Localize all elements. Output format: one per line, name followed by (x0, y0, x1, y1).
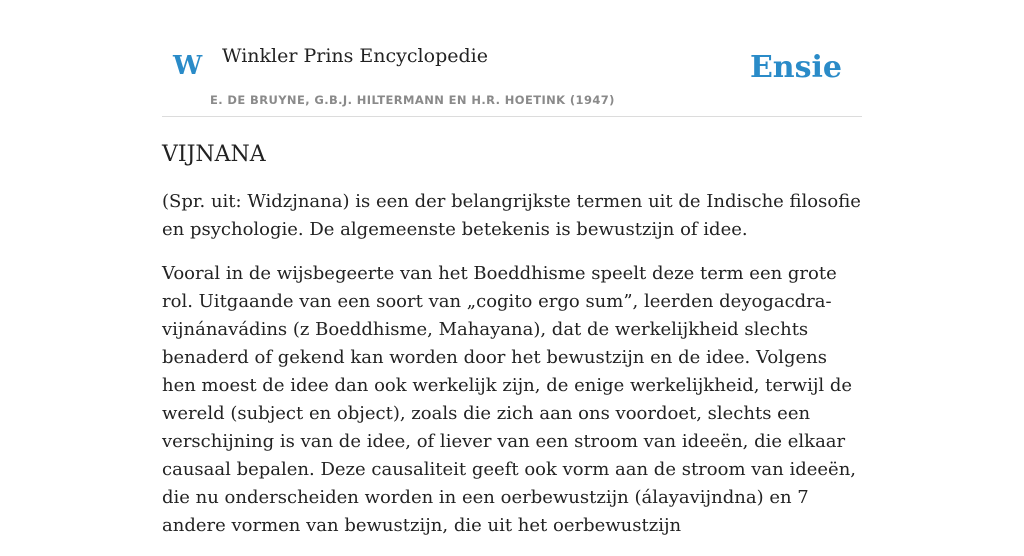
article-content (162, 140, 862, 556)
article-paragraph: Vooral in de wijsbegeerte van het Boeddhisme speelt deze term een grote rol. Uitgaande van een soort van „cogito ergo sum”, leerden deyogacdra-vijnánavádins (z Boeddhisme, Mahayana), dat de werkelijkheid slechts benaderd of gekend kan worden door het bewustzijn en de idee. Volgens hen moest de idee dan ook werkelijk zijn, de enige werkelijkheid, terwijl de wereld (subject en object), zoals die zich aan ons voordoet, slechts een verschijning is van de idee, of liever van een stroom van ideeën, die elkaar causaal bepalen. Deze causaliteit geeft ook vorm aan de stroom van ideeën, die nu onderscheiden worden in een oerbewustzijn (álayavijndna) en 7 andere vormen van bewustzijn, die uit het oerbewustzijn (162, 262, 857, 536)
entry-title: VIJNANA (162, 142, 266, 167)
winkler-prins-logo-icon[interactable]: W (173, 51, 203, 81)
authors-line: E. DE BRUYNE, G.B.J. HILTERMANN EN H.R. HOETINK (1947) (210, 93, 615, 107)
site-title[interactable]: Winkler Prins Encyclopedie (222, 45, 488, 67)
ensie-brand-logo[interactable]: Ensie (749, 50, 842, 85)
site-header (162, 0, 862, 117)
article-paragraph: (Spr. uit: Widzjnana) is een der belangrijkste termen uit de Indische filosofie en psychologie. De algemeenste betekenis is bewustzijn of idee. (162, 190, 861, 240)
